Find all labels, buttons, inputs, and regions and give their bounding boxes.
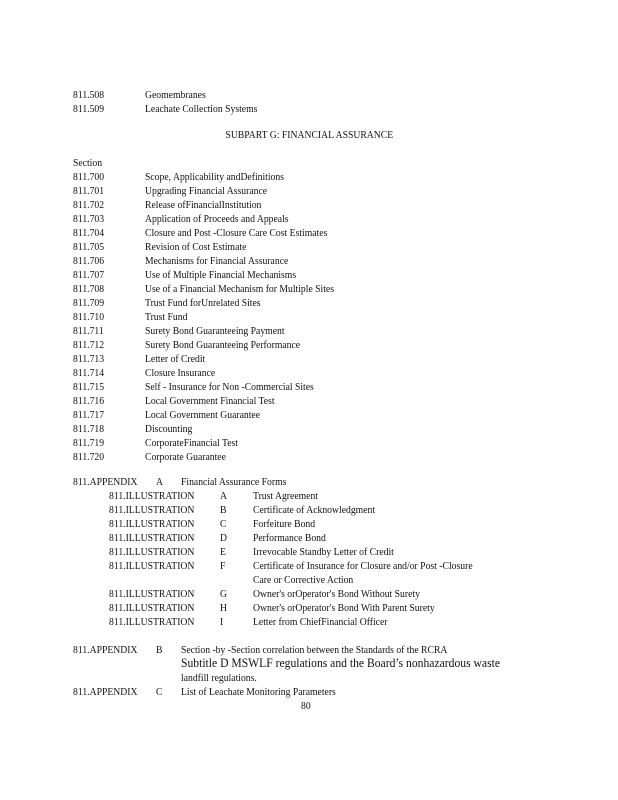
- section-title: Scope, Applicability andDefinitions: [145, 171, 284, 183]
- section-number: 811.714: [73, 367, 105, 379]
- appendix-letter: B: [156, 644, 163, 656]
- section-number: 811.706: [73, 255, 105, 267]
- appendix-letter: A: [156, 476, 163, 488]
- section-number: 811.703: [73, 213, 105, 225]
- section-title: Mechanisms for Financial Assurance: [145, 255, 289, 267]
- illustration-label: 811.ILLUSTRATION: [109, 616, 195, 628]
- section-number: 811.508: [73, 89, 105, 101]
- section-title: Local Government Financial Test: [145, 395, 275, 407]
- illustration-letter: H: [220, 602, 227, 614]
- section-number: 811.718: [73, 423, 105, 435]
- illustration-label: 811.ILLUSTRATION: [109, 490, 195, 502]
- section-title: Surety Bond Guaranteeing Payment: [145, 325, 285, 337]
- section-title: Revision of Cost Estimate: [145, 241, 247, 253]
- section-number: 811.709: [73, 297, 105, 309]
- page-number: 80: [301, 700, 311, 712]
- appendix-title: List of Leachate Monitoring Parameters: [181, 686, 336, 698]
- illustration-letter: F: [220, 560, 226, 572]
- illustration-label: 811.ILLUSTRATION: [109, 588, 195, 600]
- appendix-title-line-1: Section -by -Section correlation between the Standards of the RCRA: [181, 644, 448, 656]
- illustration-letter: E: [220, 546, 226, 558]
- section-number: 811.715: [73, 381, 105, 393]
- section-title: Trust Fund forUnrelated Sites: [145, 297, 261, 309]
- section-title: CorporateFinancial Test: [145, 437, 238, 449]
- illustration-title: Forfeiture Bond: [253, 518, 316, 530]
- illustration-letter: G: [220, 588, 227, 600]
- illustration-title: Certificate of Insurance for Closure and/or Post -Closure: [253, 560, 473, 572]
- section-title: Local Government Guarantee: [145, 409, 261, 421]
- appendix-title-line-2: Subtitle D MSWLF regulations and the Board’s nonhazardous waste: [181, 656, 500, 670]
- section-title: Application of Proceeds and Appeals: [145, 213, 289, 225]
- illustration-title: Owner's orOperator's Bond With Parent Surety: [253, 602, 435, 614]
- section-column-label: Section: [73, 157, 103, 169]
- section-number: 811.708: [73, 283, 105, 295]
- illustration-letter: I: [220, 616, 224, 628]
- appendix-label: 811.APPENDIX: [73, 644, 138, 656]
- section-number: 811.717: [73, 409, 105, 421]
- section-number: 811.707: [73, 269, 105, 281]
- illustration-title: Owner's orOperator's Bond Without Surety: [253, 588, 420, 600]
- section-number: 811.710: [73, 311, 105, 323]
- illustration-title: Performance Bond: [253, 532, 326, 544]
- appendix-label: 811.APPENDIX: [73, 476, 138, 488]
- illustration-title: Trust Agreement: [253, 490, 318, 502]
- illustration-title: Irrevocable Standby Letter of Credit: [253, 546, 394, 558]
- section-number: 811.719: [73, 437, 105, 449]
- illustration-letter: D: [220, 532, 227, 544]
- section-title: Corporate Guarantee: [145, 451, 226, 463]
- section-number: 811.509: [73, 103, 105, 115]
- section-number: 811.712: [73, 339, 105, 351]
- illustration-label: 811.ILLUSTRATION: [109, 560, 195, 572]
- section-number: 811.705: [73, 241, 105, 253]
- section-title: Release ofFinancialInstitution: [145, 199, 262, 211]
- section-number: 811.720: [73, 451, 105, 463]
- illustration-label: 811.ILLUSTRATION: [109, 504, 195, 516]
- illustration-label: 811.ILLUSTRATION: [109, 532, 195, 544]
- illustration-label: 811.ILLUSTRATION: [109, 518, 195, 530]
- section-title: Surety Bond Guaranteeing Performance: [145, 339, 301, 351]
- illustration-title-continued: Care or Corrective Action: [253, 574, 354, 586]
- appendix-letter: C: [156, 686, 163, 698]
- section-title: Self - Insurance for Non -Commercial Sites: [145, 381, 314, 393]
- section-number: 811.702: [73, 199, 105, 211]
- section-title: Use of Multiple Financial Mechanisms: [145, 269, 297, 281]
- section-number: 811.716: [73, 395, 105, 407]
- illustration-label: 811.ILLUSTRATION: [109, 546, 195, 558]
- appendix-title-line-3: landfill regulations.: [181, 672, 257, 684]
- section-title: Geomembranes: [145, 89, 206, 101]
- section-number: 811.704: [73, 227, 105, 239]
- illustration-title: Certificate of Acknowledgment: [253, 504, 376, 516]
- appendix-label: 811.APPENDIX: [73, 686, 138, 698]
- section-title: Trust Fund: [145, 311, 188, 323]
- illustration-letter: B: [220, 504, 227, 516]
- section-number: 811.713: [73, 353, 105, 365]
- section-title: Discounting: [145, 423, 193, 435]
- section-number: 811.700: [73, 171, 105, 183]
- section-number: 811.711: [73, 325, 104, 337]
- section-title: Letter of Credit: [145, 353, 206, 365]
- illustration-letter: C: [220, 518, 227, 530]
- appendix-title: Financial Assurance Forms: [181, 476, 287, 488]
- section-title: Closure and Post -Closure Care Cost Estimates: [145, 227, 328, 239]
- illustration-letter: A: [220, 490, 227, 502]
- illustration-label: 811.ILLUSTRATION: [109, 602, 195, 614]
- section-title: Upgrading Financial Assurance: [145, 185, 268, 197]
- section-title: Leachate Collection Systems: [145, 103, 258, 115]
- illustration-title: Letter from ChiefFinancial Officer: [253, 616, 388, 628]
- section-number: 811.701: [73, 185, 105, 197]
- section-title: Use of a Financial Mechanism for Multiple Sites: [145, 283, 334, 295]
- section-title: Closure Insurance: [145, 367, 216, 379]
- subpart-heading: SUBPART G: FINANCIAL ASSURANCE: [225, 129, 393, 141]
